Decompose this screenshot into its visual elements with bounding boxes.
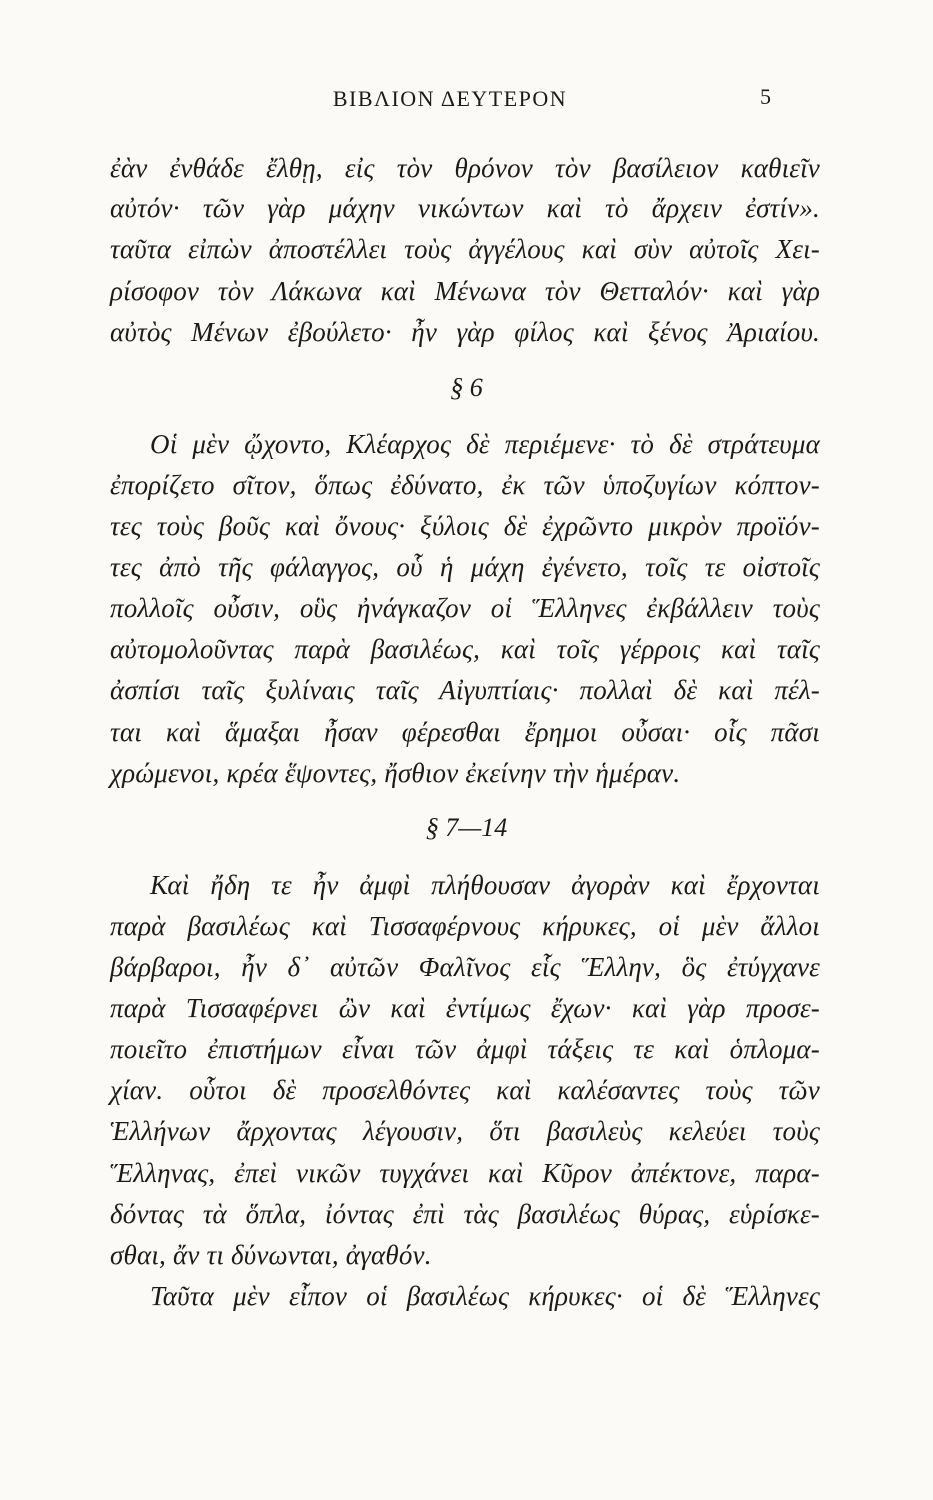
text-line: Ἕλληνας, ἐπεὶ νικῶν τυγχάνει καὶ Κῦρον ἀπέκτονε, παρα- [110,1158,820,1188]
text-line: ρίσοφον τὸν Λάκωνα καὶ Μένωνα τὸν Θετταλόν· καὶ γὰρ [110,276,820,306]
text-line: Οἱ μὲν ᾤχοντο, Κλέαρχος δὲ περιέμενε· τὸ δὲ στράτευμα [150,429,820,459]
text-line: ἐπορίζετο σῖτον, ὅπως ἐδύνατο, ἐκ τῶν ὑποζυγίων κόπτον- [110,470,820,500]
text-line: χρώμενοι, κρέα ἕψοντες, ἤσθιον ἐκείνην τὴν ἡμέραν. [110,758,681,788]
text-line: σθαι, ἄν τι δύνωνται, ἀγαθόν. [110,1240,432,1270]
text-line: αὐτομολοῦντας παρὰ βασιλέως, καὶ τοῖς γέρροις καὶ ταῖς [110,634,820,664]
text-line: δόντας τὰ ὅπλα, ἰόντας ἐπὶ τὰς βασιλέως θύρας, εὑρίσκε- [110,1199,820,1229]
section-heading: § 7—14 [425,813,508,842]
page-number: 5 [760,84,771,109]
running-head: ΒΙΒΛΙΟΝ ΔΕΥΤΕΡΟΝ [332,86,568,111]
text-line: βάρβαροι, ἦν δ᾽ αὐτῶν Φαλῖνος εἷς Ἕλλην, ὃς ἐτύγχανε [110,952,820,982]
text-line: αὐτόν· τῶν γὰρ μάχην νικώντων καὶ τὸ ἄρχειν ἐστίν». [110,193,820,223]
text-line: χίαν. οὗτοι δὲ προσελθόντες καὶ καλέσαντες τοὺς τῶν [110,1075,820,1105]
text-line: Ταῦτα μὲν εἶπον οἱ βασιλέως κήρυκες· οἱ δὲ Ἕλληνες [150,1281,820,1311]
text-line: ταῦτα εἰπὼν ἀποστέλλει τοὺς ἀγγέλους καὶ σὺν αὐτοῖς Χει- [110,234,820,264]
text-line: Καὶ ἤδη τε ἦν ἀμφὶ πλήθουσαν ἀγορὰν καὶ ἔρχονται [150,870,820,900]
text-line: Ἑλλήνων ἄρχοντας λέγουσιν, ὅτι βασιλεὺς κελεύει τοὺς [110,1116,820,1146]
text-line: ται καὶ ἅμαξαι ἦσαν φέρεσθαι ἔρημοι οὖσαι· οἷς πᾶσι [110,717,820,747]
text-line: τες τοὺς βοῦς καὶ ὄνους· ξύλοις δὲ ἐχρῶντο μικρὸν προϊόν- [110,511,820,541]
text-line: ἐὰν ἐνθάδε ἔλθῃ, εἰς τὸν θρόνον τὸν βασίλειον καθιεῖν [110,153,820,183]
text-line: παρὰ Τισσαφέρνει ὢν καὶ ἐντίμως ἔχων· καὶ γὰρ προσε- [110,993,820,1023]
text-line: ποιεῖτο ἐπιστήμων εἶναι τῶν ἀμφὶ τάξεις τε καὶ ὁπλομα- [110,1034,820,1064]
text-line: παρὰ βασιλέως καὶ Τισσαφέρνους κήρυκες, οἱ μὲν ἄλλοι [110,911,820,941]
section-heading: § 6 [450,373,483,402]
text-line: αὐτὸς Μένων ἐβούλετο· ἦν γὰρ φίλος καὶ ξένος Ἀριαίου. [110,317,820,347]
text-line: ἀσπίσι ταῖς ξυλίναις ταῖς Αἰγυπτίαις· πολλαὶ δὲ καὶ πέλ- [110,675,820,705]
text-line: τες ἀπὸ τῆς φάλαγγος, οὗ ἡ μάχη ἐγένετο, τοῖς τε οἰστοῖς [110,552,820,582]
text-line: πολλοῖς οὖσιν, οὓς ἠνάγκαζον οἱ Ἕλληνες ἐκβάλλειν τοὺς [110,593,820,623]
